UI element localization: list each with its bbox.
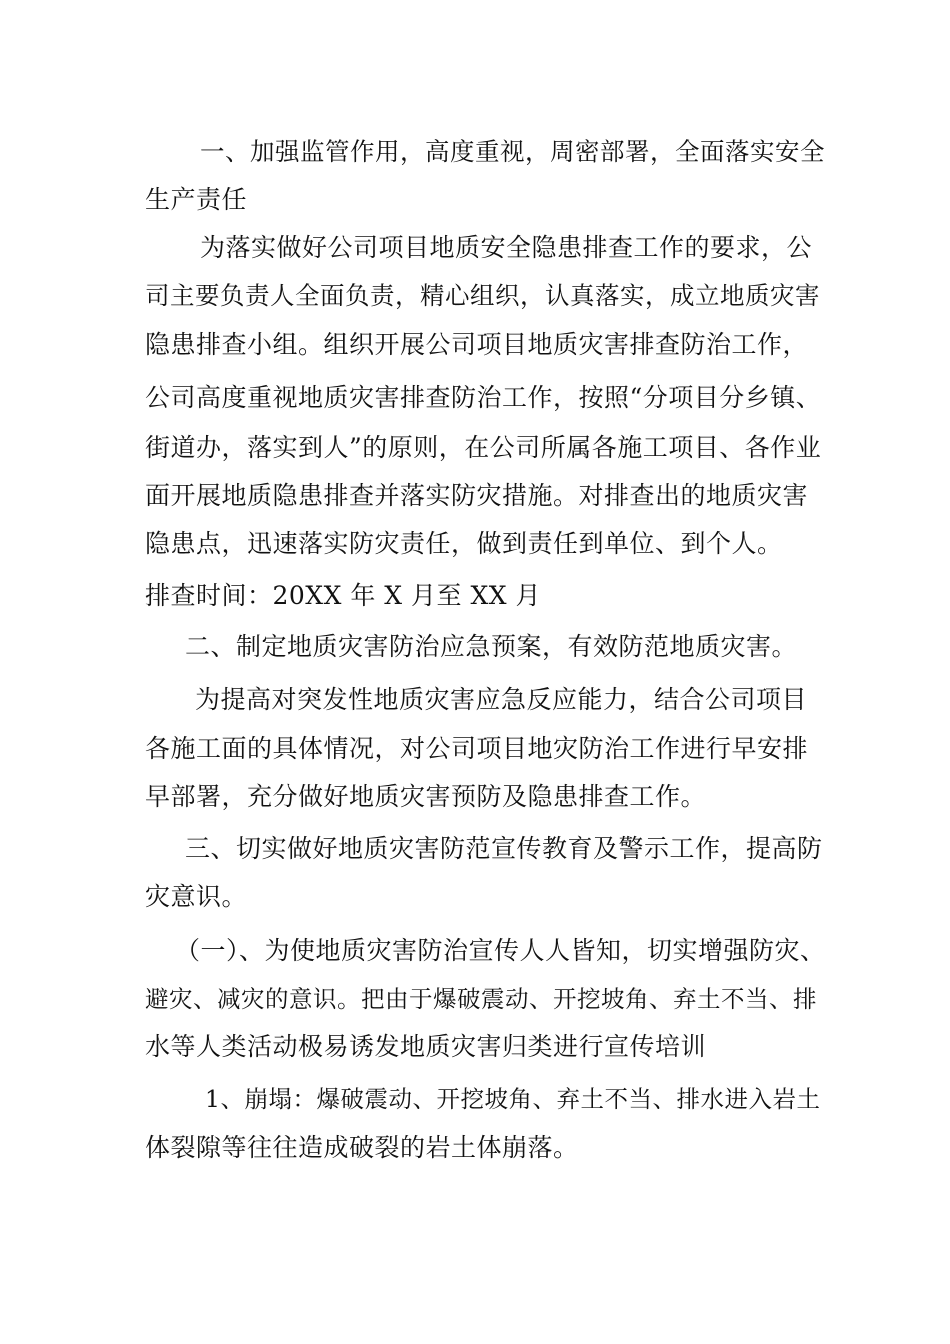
paragraph-2-line-1: 为提高对突发性地质灾害应急反应能力，结合公司项目 — [195, 685, 808, 714]
inspection-time: 排查时间：20XX 年 X 月至 XX 月 — [145, 581, 542, 610]
section-1-heading: 一、加强监管作用，高度重视，周密部署，全面落实安全 — [200, 137, 825, 166]
paragraph-1-line-5: 街道办，落实到人”的原则，在公司所属各施工项目、各作业 — [145, 433, 822, 462]
subsection-1-line-2: 避灾、减灾的意识。把由于爆破震动、开挖坡角、弃土不当、排 — [145, 985, 817, 1013]
paragraph-1-line-7: 隐患点，迅速落实防灾责任，做到责任到单位、到个人。 — [145, 529, 783, 558]
paragraph-2-line-2: 各施工面的具体情况，对公司项目地灾防治工作进行早安排 — [145, 734, 809, 763]
subsection-1-line-1: （一）、为使地质灾害防治宣传人人皆知，切实增强防灾、 — [175, 936, 826, 965]
item-1-line-1: 1、崩塌：爆破震动、开挖坡角、弃土不当、排水进入岩土 — [205, 1085, 821, 1113]
paragraph-1-line-2: 司主要负责人全面负责，精心组织，认真落实，成立地质灾害 — [145, 281, 820, 310]
paragraph-1-line-3: 隐患排查小组。组织开展公司项目地质灾害排查防治工作， — [145, 330, 809, 359]
section-2-heading: 二、制定地质灾害防治应急预案，有效防范地质灾害。 — [185, 632, 798, 661]
section-3-heading: 三、切实做好地质灾害防范宣传教育及警示工作，提高防 — [185, 834, 823, 863]
paragraph-1-line-4: 公司高度重视地质灾害排查防治工作，按照“分项目分乡镇、 — [145, 383, 822, 412]
subsection-1-line-3: 水等人类活动极易诱发地质灾害归类进行宣传培训 — [145, 1032, 707, 1061]
paragraph-1-line-6: 面开展地质隐患排查并落实防灾措施。对排查出的地质灾害 — [145, 481, 809, 510]
section-1-heading-cont: 生产责任 — [145, 185, 248, 214]
section-3-heading-cont: 灾意识。 — [145, 882, 248, 911]
paragraph-2-line-3: 早部署，充分做好地质灾害预防及隐患排查工作。 — [145, 782, 707, 811]
paragraph-1-line-1: 为落实做好公司项目地质安全隐患排查工作的要求，公 — [200, 233, 813, 262]
item-1-line-2: 体裂隙等往往造成破裂的岩土体崩落。 — [145, 1133, 579, 1162]
